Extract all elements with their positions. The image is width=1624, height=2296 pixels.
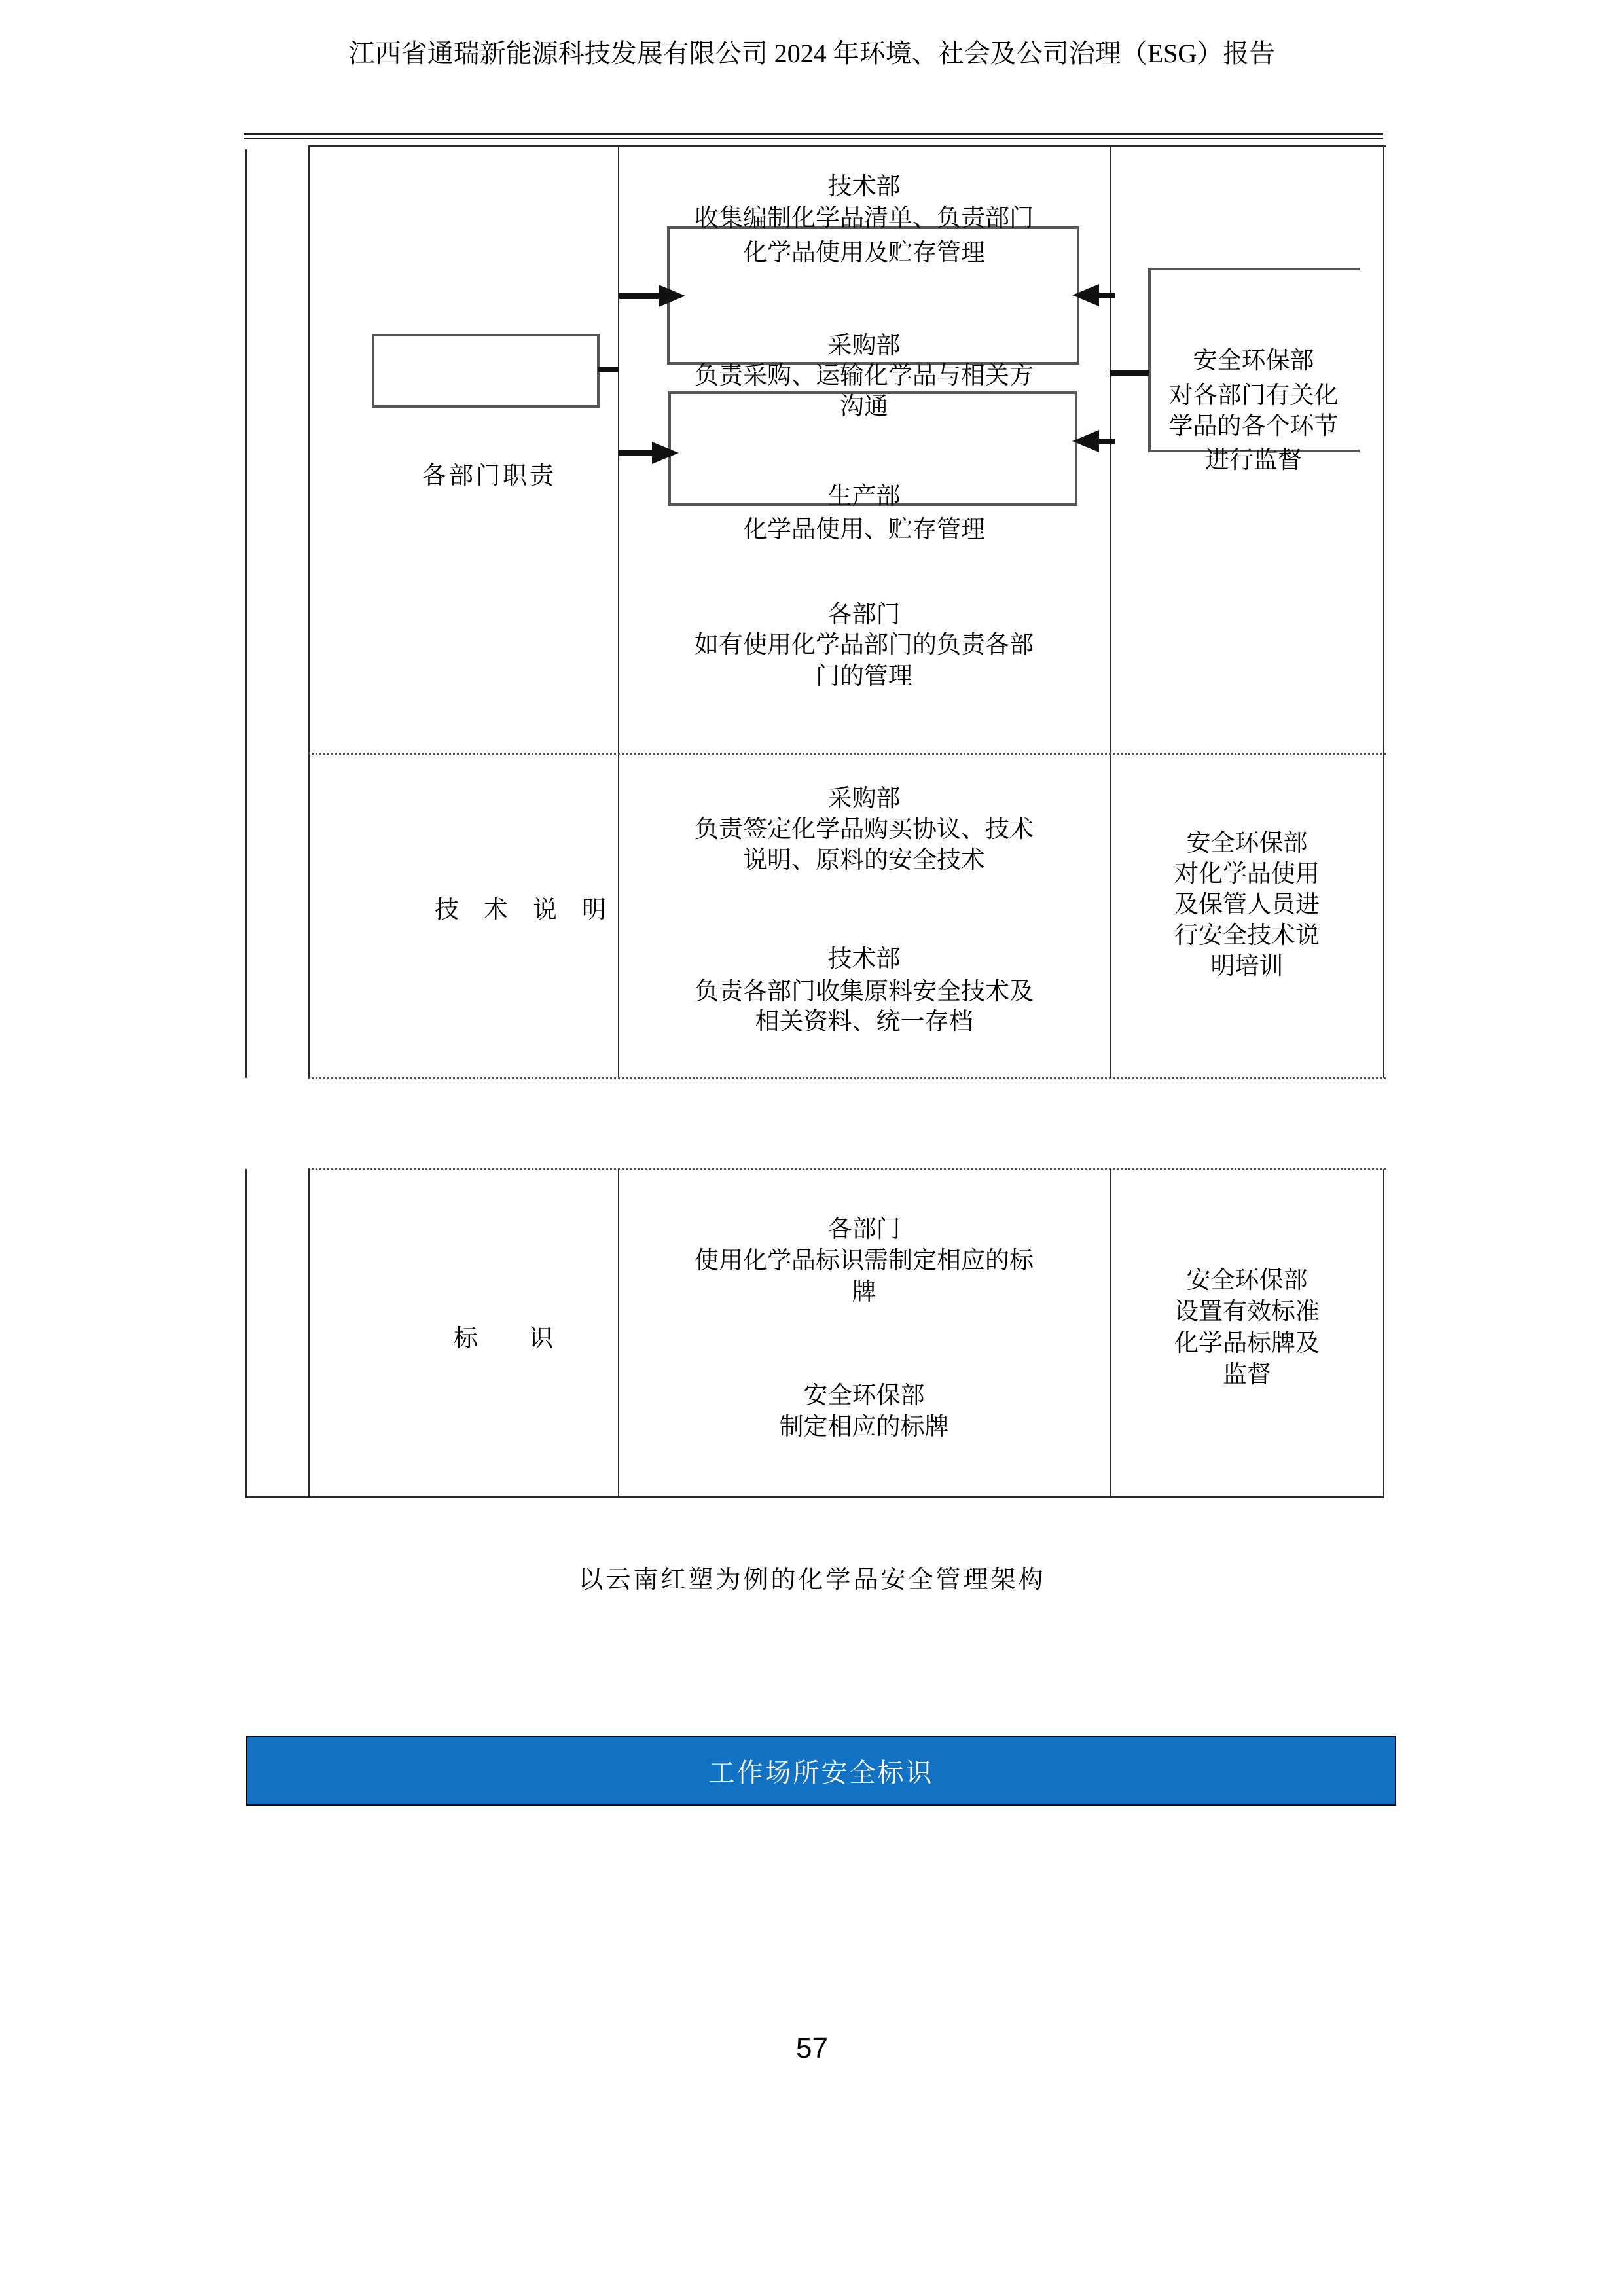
banner-label: 工作场所安全标识 bbox=[708, 1758, 934, 1787]
row3-depts-line2: 牌 bbox=[852, 1279, 876, 1306]
workplace-safety-banner bbox=[246, 1736, 1396, 1806]
header-rule-thick bbox=[244, 133, 1383, 135]
table2-top-dotted bbox=[308, 1168, 1386, 1170]
production-dept-title: 生产部 bbox=[827, 483, 901, 510]
table-bottom-dotted bbox=[308, 1077, 1386, 1079]
row2-tech-title: 技术部 bbox=[827, 946, 901, 973]
row3-right-line1: 安全环保部 bbox=[1186, 1267, 1308, 1294]
tech-dept-line2: 化学品使用及贮存管理 bbox=[743, 240, 985, 266]
row1-label: 各部门职责 bbox=[422, 463, 556, 490]
row2-right-line5: 明培训 bbox=[1210, 953, 1284, 980]
purchase-dept-line1: 负责采购、运输化学品与相关方 bbox=[695, 363, 1034, 389]
row3-safety-title: 安全环保部 bbox=[803, 1382, 925, 1409]
row3-safety-line1: 制定相应的标牌 bbox=[779, 1414, 949, 1441]
table-border-left-outer bbox=[245, 149, 247, 1078]
connector-line-left bbox=[598, 367, 619, 372]
table2-border-bottom bbox=[245, 1496, 1384, 1498]
connector-line-right bbox=[1110, 370, 1149, 376]
table-border-left bbox=[308, 145, 310, 1078]
supervision-line3: 学品的各个环节 bbox=[1168, 413, 1339, 440]
row2-right-line4: 行安全技术说 bbox=[1174, 922, 1320, 949]
row3-right-line2: 设置有效标准 bbox=[1174, 1299, 1320, 1325]
left-connector-box bbox=[372, 334, 600, 408]
row2-purchase-title: 采购部 bbox=[827, 785, 901, 812]
row2-label: 技术说明 bbox=[435, 897, 631, 924]
row3-depts-title: 各部门 bbox=[827, 1216, 901, 1243]
tech-dept-line1: 收集编制化学品清单、负责部门 bbox=[695, 205, 1034, 232]
figure-caption: 以云南红塑为例的化学品安全管理架构 bbox=[578, 1566, 1046, 1594]
supervision-line1: 安全环保部 bbox=[1193, 348, 1314, 374]
row2-right-line2: 对化学品使用 bbox=[1174, 861, 1320, 888]
row3-depts-line1: 使用化学品标识需制定相应的标 bbox=[695, 1247, 1034, 1274]
table-border-top bbox=[308, 145, 1386, 147]
header-title: 江西省通瑞新能源科技发展有限公司 2024 年环境、社会及公司治理（ESG）报告 bbox=[348, 39, 1276, 68]
table2-border-left bbox=[308, 1169, 310, 1496]
purchase-dept-title: 采购部 bbox=[827, 332, 901, 359]
production-dept-line1: 化学品使用、贮存管理 bbox=[743, 516, 985, 543]
all-depts-title: 各部门 bbox=[827, 601, 901, 628]
row2-right-line3: 及保管人员进 bbox=[1174, 891, 1320, 918]
row2-purchase-line2: 说明、原料的安全技术 bbox=[743, 847, 985, 874]
purchase-dept-line2: 沟通 bbox=[840, 393, 888, 420]
all-depts-line2: 门的管理 bbox=[816, 663, 912, 690]
row2-tech-line2: 相关资料、统一存档 bbox=[755, 1009, 973, 1035]
row2-tech-line1: 负责各部门收集原料安全技术及 bbox=[695, 978, 1034, 1005]
row3-right-line4: 监督 bbox=[1223, 1361, 1271, 1388]
row3-right-line3: 化学品标牌及 bbox=[1174, 1330, 1320, 1357]
all-depts-line1: 如有使用化学品部门的负责各部 bbox=[695, 632, 1034, 658]
header-rule-thin bbox=[244, 138, 1383, 139]
supervision-line4: 进行监督 bbox=[1205, 447, 1302, 474]
row2-right-line1: 安全环保部 bbox=[1186, 830, 1308, 857]
table-row-separator-dotted bbox=[308, 753, 1386, 755]
supervision-line2: 对各部门有关化 bbox=[1168, 382, 1339, 409]
row2-purchase-line1: 负责签定化学品购买协议、技术 bbox=[695, 816, 1034, 843]
table2-border-right bbox=[1383, 1169, 1384, 1496]
row3-label: 标识 bbox=[454, 1325, 604, 1352]
table2-border-left-outer bbox=[245, 1169, 247, 1496]
tech-dept-title: 技术部 bbox=[827, 173, 901, 200]
page-number: 57 bbox=[796, 2032, 828, 2064]
table-border-right bbox=[1383, 145, 1384, 1078]
